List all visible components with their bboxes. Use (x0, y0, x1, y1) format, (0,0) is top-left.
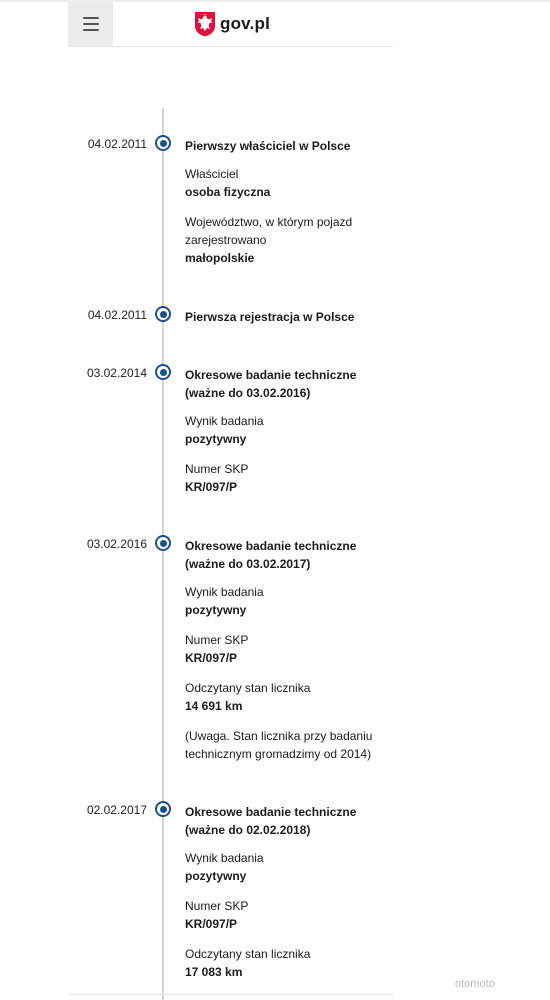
field-label: Numer SKP (185, 462, 249, 476)
field-value: KR/097/P (185, 651, 238, 665)
hamburger-menu-icon-bar (83, 23, 99, 25)
site-header (68, 2, 393, 47)
event-title: Pierwsza rejestracja w Polsce (185, 310, 355, 324)
field-value: pozytywny (185, 869, 247, 883)
hamburger-menu-icon-bar (83, 29, 99, 31)
field-label: Właściciel (185, 167, 239, 181)
event-field (185, 897, 385, 933)
brand-name: gov.pl (220, 14, 270, 33)
timeline-dot-icon (155, 535, 171, 551)
field-label: Numer SKP (185, 633, 249, 647)
event-field (185, 412, 385, 448)
field-value: 14 691 km (185, 699, 243, 713)
hamburger-menu-icon (83, 17, 99, 19)
event-date: 02.02.2017 (86, 803, 147, 817)
field-label: Województwo, w którym pojazd zarejestrowano (185, 215, 353, 247)
event-date: 03.02.2016 (86, 537, 147, 551)
event-date: 04.02.2011 (87, 308, 147, 322)
event-title: Okresowe badanie techniczne (ważne do 02.02.2018) (185, 805, 357, 837)
polish-eagle-emblem-icon (194, 11, 216, 37)
timeline-dot-icon (155, 135, 171, 151)
event-date: 04.02.2011 (87, 137, 147, 151)
field-value: pozytywny (185, 603, 247, 617)
field-value: 17 083 km (185, 965, 243, 979)
timeline-dot-icon (155, 801, 171, 817)
field-value: KR/097/P (185, 917, 238, 931)
field-label: Wynik badania (185, 585, 264, 599)
event-title: Pierwszy właściciel w Polsce (185, 139, 351, 153)
event-field (185, 679, 385, 715)
watermark: otomoto (455, 978, 495, 990)
field-value: pozytywny (185, 432, 247, 446)
field-label: Wynik badania (185, 414, 264, 428)
event-date: 03.02.2014 (86, 366, 147, 380)
event-field (185, 165, 385, 201)
field-value: osoba fizyczna (185, 185, 271, 199)
event-field (185, 583, 385, 619)
field-label: Odczytany stan licznika (185, 681, 311, 695)
field-label: Numer SKP (185, 899, 249, 913)
timeline-dot-icon (155, 364, 171, 380)
event-field (185, 945, 385, 981)
event-field (185, 849, 385, 885)
event-title: Okresowe badanie techniczne (ważne do 03.02.2016) (185, 368, 357, 400)
event-title: Okresowe badanie techniczne (ważne do 03.02.2017) (185, 539, 357, 571)
field-value: małopolskie (185, 251, 255, 265)
field-label: Odczytany stan licznika (185, 947, 311, 961)
event-field (185, 460, 385, 496)
odometer-note: (Uwaga. Stan licznika przy badaniu technicznym gromadzimy od 2014) (185, 729, 373, 761)
event-field (185, 213, 385, 267)
bottom-divider (68, 994, 393, 995)
timeline-line (162, 108, 164, 1000)
field-value: KR/097/P (185, 480, 238, 494)
timeline-dot-icon (155, 306, 171, 322)
menu-button[interactable] (68, 2, 113, 46)
event-field (185, 631, 385, 667)
field-label: Wynik badania (185, 851, 264, 865)
